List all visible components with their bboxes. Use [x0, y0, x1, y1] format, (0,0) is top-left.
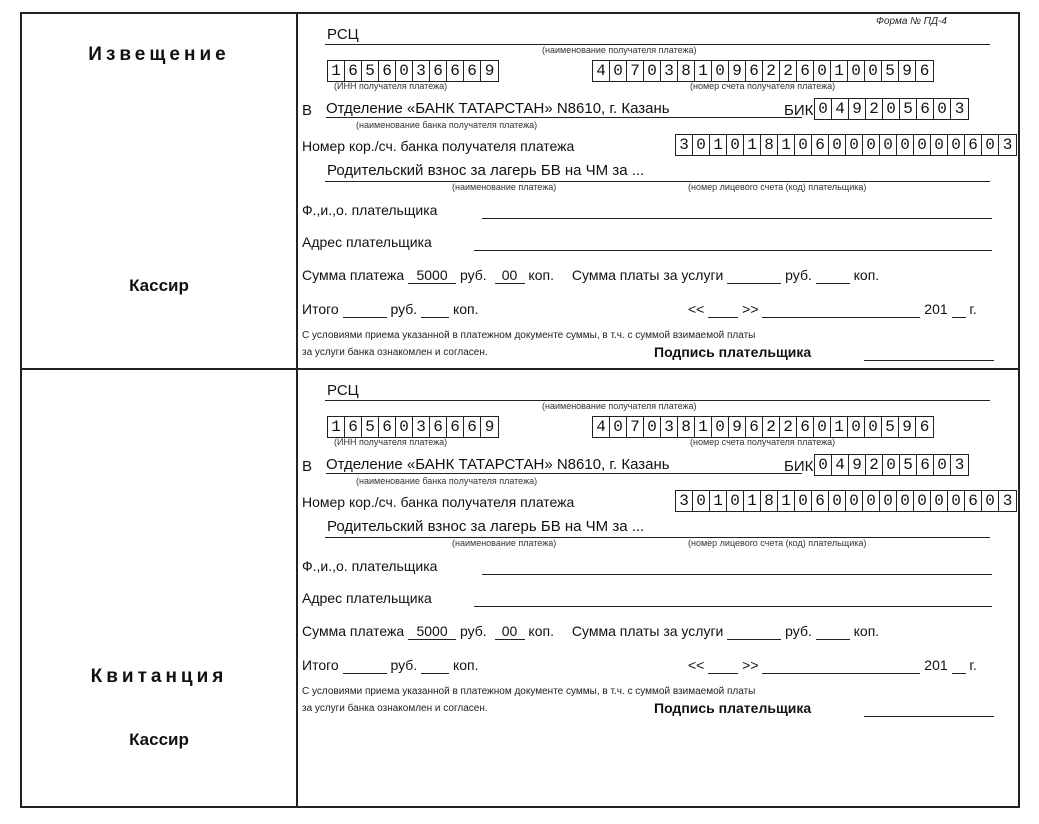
- payment-purpose: Родительский взнос за лагерь БВ на ЧМ за ...: [327, 162, 645, 179]
- digit-box: 0: [795, 135, 812, 155]
- purpose-line: [325, 181, 990, 182]
- amount-kop-value: 00: [495, 623, 525, 640]
- payer-address-field: [474, 250, 992, 251]
- bank-prefix: В: [302, 102, 313, 119]
- total-kop-field: [421, 301, 449, 318]
- inn-caption: (ИНН получателя платежа): [334, 437, 448, 447]
- digit-box: 4: [593, 61, 610, 81]
- digit-box: 0: [846, 491, 863, 511]
- date-day-field: [708, 657, 738, 674]
- digit-box: 0: [396, 61, 413, 81]
- digit-box: 1: [695, 417, 712, 437]
- terms-line-2: за услуги банка ознакомлен и согласен.: [302, 347, 488, 358]
- corr-account-label: Номер кор./сч. банка получателя платежа: [302, 494, 575, 510]
- digit-box: 9: [729, 417, 746, 437]
- form-number: Форма № ПД-4: [876, 16, 947, 27]
- digit-box: 1: [831, 417, 848, 437]
- digit-box: 0: [396, 417, 413, 437]
- digit-box: 0: [948, 135, 965, 155]
- inn-caption: (ИНН получателя платежа): [334, 81, 448, 91]
- digit-box: 0: [982, 135, 999, 155]
- digit-box: 0: [982, 491, 999, 511]
- personal-account-caption: (номер лицевого счета (код) плательщика): [688, 182, 867, 192]
- total-kop-unit: коп.: [452, 657, 479, 673]
- digit-box: 0: [931, 491, 948, 511]
- date-close: >>: [742, 657, 759, 673]
- digit-box: 3: [954, 456, 965, 474]
- account-caption: (номер счета получателя платежа): [690, 437, 836, 447]
- digit-box: 9: [899, 417, 916, 437]
- digit-box: 0: [931, 135, 948, 155]
- digit-box: 9: [484, 62, 495, 80]
- digit-box: 0: [644, 417, 661, 437]
- purpose-caption: (наименование платежа): [452, 538, 557, 548]
- digit-box: 2: [780, 61, 797, 81]
- digit-box: 6: [464, 417, 481, 437]
- signature-field: [864, 716, 994, 717]
- digit-box: 0: [829, 135, 846, 155]
- service-fee-kop-unit: коп.: [853, 623, 880, 639]
- digit-box: 8: [761, 135, 778, 155]
- notice-title: Извещение: [88, 44, 230, 65]
- digit-box: 6: [430, 61, 447, 81]
- digit-box: 2: [866, 455, 883, 475]
- digit-box: 6: [464, 61, 481, 81]
- digit-box: 3: [661, 61, 678, 81]
- amount-row: [302, 267, 879, 284]
- digit-box: 0: [883, 99, 900, 119]
- bank-name: Отделение «БАНК ТАТАРСТАН» N8610, г. Казань: [326, 456, 802, 474]
- digit-box: 0: [934, 99, 951, 119]
- digit-box: 0: [883, 455, 900, 475]
- digit-box: 2: [763, 61, 780, 81]
- amount-kop-value: 00: [495, 267, 525, 284]
- digit-box: 1: [744, 491, 761, 511]
- total-rub-unit: руб.: [390, 301, 418, 317]
- digit-box: 0: [644, 61, 661, 81]
- digit-box: 0: [814, 61, 831, 81]
- digit-box: 1: [710, 135, 727, 155]
- digit-box: 6: [746, 417, 763, 437]
- payer-name-field: [482, 218, 992, 219]
- date-year: 201: [924, 301, 948, 317]
- digit-box: 0: [914, 135, 931, 155]
- payer-name-field: [482, 574, 992, 575]
- amount-label: Сумма платежа: [302, 623, 405, 639]
- date-year-field: [952, 301, 966, 318]
- digit-box: 6: [919, 62, 930, 80]
- digit-box: 0: [846, 135, 863, 155]
- recipient-caption: (наименование получателя платежа): [542, 45, 697, 55]
- digit-box: 6: [812, 135, 829, 155]
- recipient-name: РСЦ: [327, 26, 359, 43]
- signature-field: [864, 360, 994, 361]
- payer-address-label: Адрес плательщика: [302, 234, 432, 250]
- digit-box: 5: [882, 61, 899, 81]
- digit-box: 1: [328, 61, 345, 81]
- digit-box: 6: [797, 61, 814, 81]
- digit-box: 0: [727, 135, 744, 155]
- digit-box: 6: [447, 61, 464, 81]
- digit-box: 3: [676, 491, 693, 511]
- digit-box: 1: [831, 61, 848, 81]
- digit-box: 0: [865, 417, 882, 437]
- amount-rub-unit: руб.: [459, 267, 487, 283]
- bik-label: БИК: [784, 102, 814, 119]
- date-open: <<: [688, 301, 705, 317]
- payment-form: [20, 12, 1020, 808]
- amount-kop-unit: коп.: [528, 623, 554, 639]
- bik-label: БИК: [784, 458, 814, 475]
- digit-box: 3: [1002, 136, 1013, 154]
- digit-box: 2: [763, 417, 780, 437]
- bik-boxes: [814, 98, 969, 120]
- corr-account-boxes: [675, 134, 1017, 156]
- service-fee-rub-field: [727, 267, 781, 284]
- digit-box: 3: [413, 417, 430, 437]
- digit-box: 4: [593, 417, 610, 437]
- total-label: Итого: [302, 657, 339, 673]
- digit-box: 6: [917, 99, 934, 119]
- digit-box: 0: [880, 135, 897, 155]
- digit-box: 6: [965, 491, 982, 511]
- digit-box: 6: [919, 418, 930, 436]
- terms-line-1: С условиями приема указанной в платежном документе суммы, в т.ч. с суммой взимаемой платы: [302, 330, 756, 341]
- terms-line-1: С условиями приема указанной в платежном документе суммы, в т.ч. с суммой взимаемой платы: [302, 686, 756, 697]
- amount-kop-unit: коп.: [528, 267, 554, 283]
- digit-box: 8: [678, 417, 695, 437]
- total-row: [302, 657, 479, 674]
- payer-name-label: Ф.,и.,о. плательщика: [302, 202, 438, 218]
- recipient-name: РСЦ: [327, 382, 359, 399]
- digit-box: 6: [917, 455, 934, 475]
- date-open: <<: [688, 657, 705, 673]
- total-rub-field: [343, 301, 387, 318]
- digit-box: 0: [848, 61, 865, 81]
- digit-box: 8: [761, 491, 778, 511]
- amount-rub-unit: руб.: [459, 623, 487, 639]
- digit-box: 9: [484, 418, 495, 436]
- digit-box: 7: [627, 417, 644, 437]
- digit-box: 0: [693, 135, 710, 155]
- digit-box: 1: [710, 491, 727, 511]
- digit-box: 5: [900, 455, 917, 475]
- signature-label: Подпись плательщика: [654, 344, 812, 360]
- digit-box: 0: [693, 491, 710, 511]
- digit-box: 9: [729, 61, 746, 81]
- digit-box: 0: [865, 61, 882, 81]
- total-rub-field: [343, 657, 387, 674]
- inn-boxes: [327, 416, 499, 438]
- service-fee-kop-field: [816, 267, 850, 284]
- amount-rub-value: 5000: [408, 267, 456, 284]
- digit-box: 3: [413, 61, 430, 81]
- account-boxes: [592, 416, 934, 438]
- digit-box: 0: [815, 455, 832, 475]
- digit-box: 1: [744, 135, 761, 155]
- digit-box: 0: [814, 417, 831, 437]
- digit-box: 6: [965, 135, 982, 155]
- receipt-cashier-label: Кассир: [129, 730, 189, 749]
- digit-box: 0: [897, 135, 914, 155]
- account-caption: (номер счета получателя платежа): [690, 81, 836, 91]
- digit-box: 6: [379, 417, 396, 437]
- corr-account-boxes: [675, 490, 1017, 512]
- digit-box: 1: [328, 417, 345, 437]
- payment-purpose: Родительский взнос за лагерь БВ на ЧМ за ...: [327, 518, 645, 535]
- digit-box: 6: [746, 61, 763, 81]
- digit-box: 6: [447, 417, 464, 437]
- date-row: [688, 301, 977, 318]
- digit-box: 0: [863, 491, 880, 511]
- digit-box: 4: [832, 99, 849, 119]
- corr-account-label: Номер кор./сч. банка получателя платежа: [302, 138, 575, 154]
- digit-box: 0: [815, 99, 832, 119]
- service-fee-rub-unit: руб.: [785, 267, 812, 283]
- digit-box: 0: [610, 417, 627, 437]
- digit-box: 1: [778, 491, 795, 511]
- purpose-caption: (наименование платежа): [452, 182, 557, 192]
- account-boxes: [592, 60, 934, 82]
- payer-address-label: Адрес плательщика: [302, 590, 432, 606]
- service-fee-label: Сумма платы за услуги: [571, 267, 724, 283]
- digit-box: 0: [948, 491, 965, 511]
- digit-box: 6: [797, 417, 814, 437]
- digit-box: 0: [863, 135, 880, 155]
- digit-box: 4: [832, 455, 849, 475]
- total-label: Итого: [302, 301, 339, 317]
- date-year-suffix: г.: [969, 301, 977, 317]
- service-fee-kop-field: [816, 623, 850, 640]
- amount-row: [302, 623, 879, 640]
- payer-address-field: [474, 606, 992, 607]
- amount-label: Сумма платежа: [302, 267, 405, 283]
- digit-box: 0: [727, 491, 744, 511]
- digit-box: 0: [829, 491, 846, 511]
- digit-box: 5: [362, 417, 379, 437]
- purpose-line: [325, 537, 990, 538]
- digit-box: 2: [780, 417, 797, 437]
- service-fee-rub-field: [727, 623, 781, 640]
- inn-boxes: [327, 60, 499, 82]
- digit-box: 7: [627, 61, 644, 81]
- digit-box: 0: [880, 491, 897, 511]
- date-month-field: [762, 301, 920, 318]
- date-row: [688, 657, 977, 674]
- date-day-field: [708, 301, 738, 318]
- digit-box: 6: [345, 417, 362, 437]
- service-fee-kop-unit: коп.: [853, 267, 880, 283]
- notice-section: [22, 14, 1022, 368]
- digit-box: 2: [866, 99, 883, 119]
- digit-box: 0: [712, 61, 729, 81]
- digit-box: 0: [914, 491, 931, 511]
- digit-box: 9: [849, 455, 866, 475]
- date-year-field: [952, 657, 966, 674]
- bank-name: Отделение «БАНК ТАТАРСТАН» N8610, г. Казань: [326, 100, 802, 118]
- bik-boxes: [814, 454, 969, 476]
- bank-caption: (наименование банка получателя платежа): [356, 476, 538, 486]
- total-row: [302, 301, 479, 318]
- digit-box: 1: [695, 61, 712, 81]
- date-year-suffix: г.: [969, 657, 977, 673]
- notice-cashier-label: Кассир: [129, 276, 189, 295]
- digit-box: 5: [882, 417, 899, 437]
- total-kop-unit: коп.: [452, 301, 479, 317]
- total-kop-field: [421, 657, 449, 674]
- digit-box: 1: [778, 135, 795, 155]
- digit-box: 9: [899, 61, 916, 81]
- digit-box: 5: [900, 99, 917, 119]
- digit-box: 3: [676, 135, 693, 155]
- recipient-caption: (наименование получателя платежа): [542, 401, 697, 411]
- digit-box: 0: [712, 417, 729, 437]
- payer-name-label: Ф.,и.,о. плательщика: [302, 558, 438, 574]
- digit-box: 6: [379, 61, 396, 81]
- digit-box: 3: [954, 100, 965, 118]
- service-fee-label: Сумма платы за услуги: [571, 623, 724, 639]
- digit-box: 0: [848, 417, 865, 437]
- date-year: 201: [924, 657, 948, 673]
- total-rub-unit: руб.: [390, 657, 418, 673]
- digit-box: 0: [934, 455, 951, 475]
- digit-box: 0: [897, 491, 914, 511]
- digit-box: 8: [678, 61, 695, 81]
- digit-box: 9: [849, 99, 866, 119]
- terms-line-2: за услуги банка ознакомлен и согласен.: [302, 703, 488, 714]
- personal-account-caption: (номер лицевого счета (код) плательщика): [688, 538, 867, 548]
- receipt-section: [22, 370, 1022, 724]
- digit-box: 3: [1002, 492, 1013, 510]
- signature-label: Подпись плательщика: [654, 700, 812, 716]
- bank-prefix: В: [302, 458, 313, 475]
- digit-box: 6: [812, 491, 829, 511]
- digit-box: 0: [795, 491, 812, 511]
- digit-box: 6: [345, 61, 362, 81]
- digit-box: 0: [610, 61, 627, 81]
- date-month-field: [762, 657, 920, 674]
- digit-box: 6: [430, 417, 447, 437]
- service-fee-rub-unit: руб.: [785, 623, 812, 639]
- digit-box: 5: [362, 61, 379, 81]
- digit-box: 3: [661, 417, 678, 437]
- receipt-title: Квитанция: [90, 666, 228, 687]
- date-close: >>: [742, 301, 759, 317]
- bank-caption: (наименование банка получателя платежа): [356, 120, 538, 130]
- amount-rub-value: 5000: [408, 623, 456, 640]
